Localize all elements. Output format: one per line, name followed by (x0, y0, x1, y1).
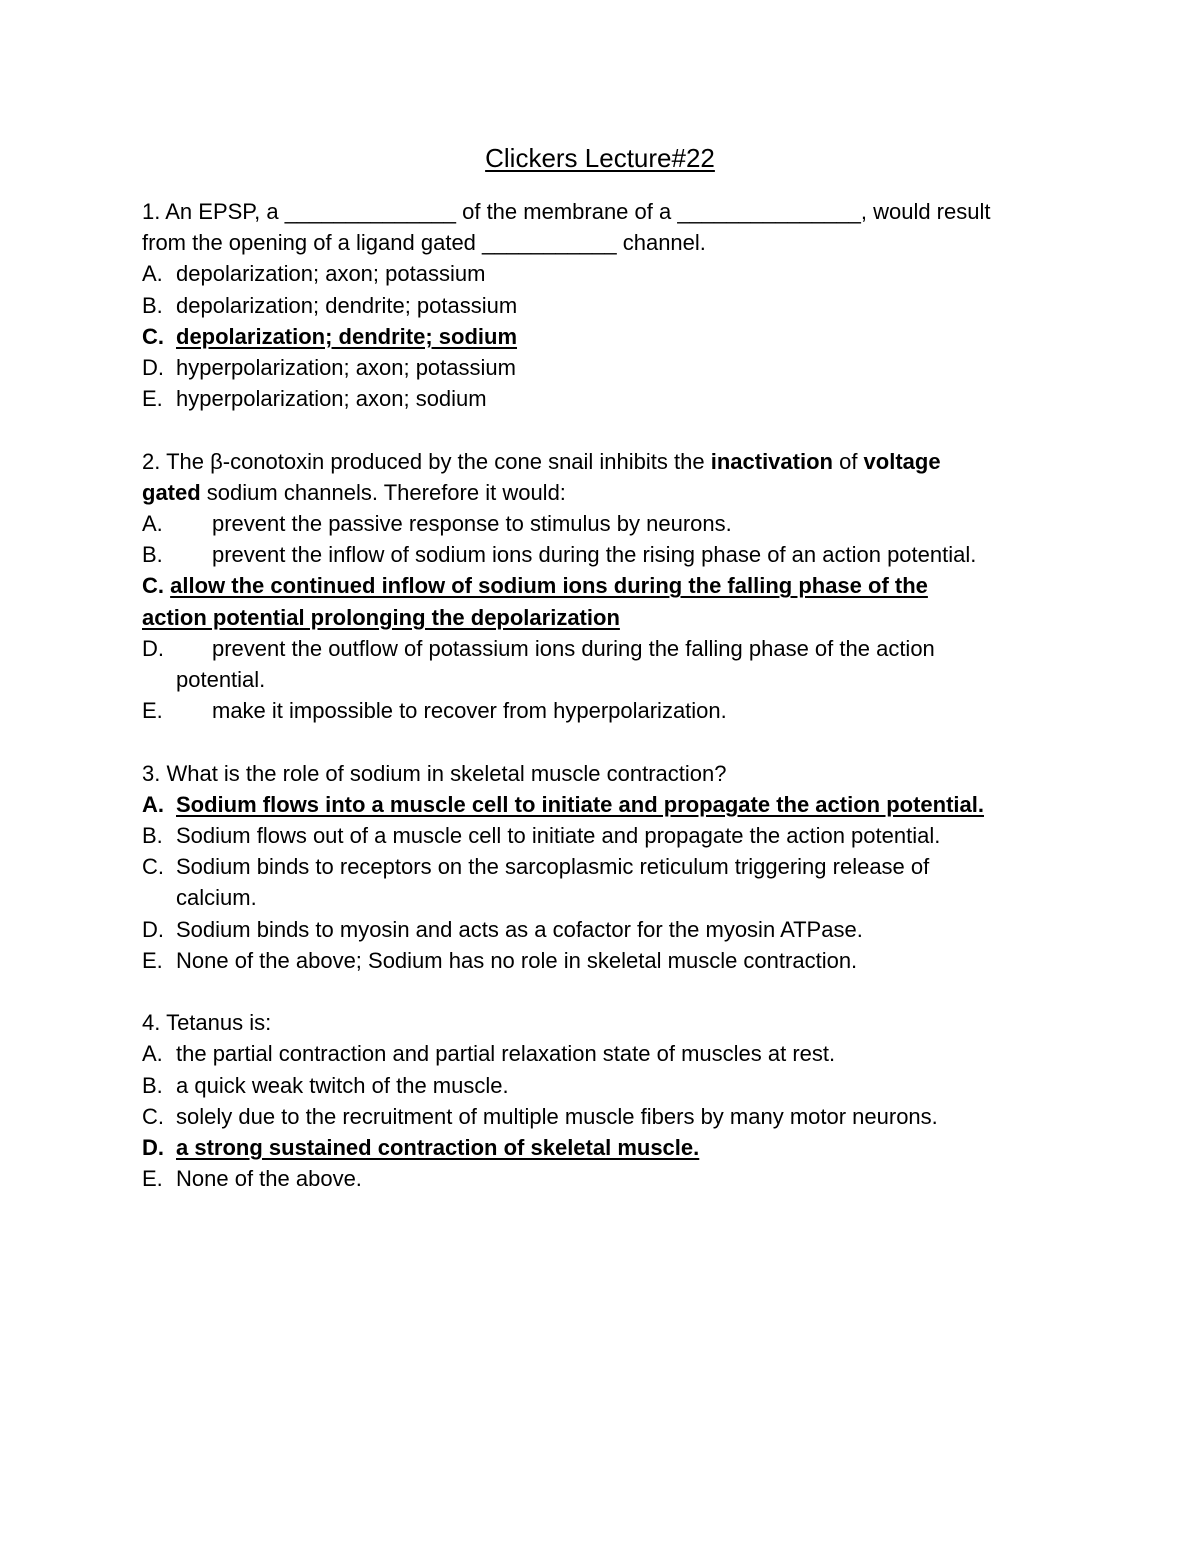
question-3-option-e (142, 945, 1082, 976)
option-letter: C. (142, 323, 164, 349)
question-2-option-e (142, 695, 1082, 726)
question-3-option-b (142, 820, 1082, 851)
option-letter: C. (142, 854, 164, 880)
question-4-stem: 4. Tetanus is: (142, 1010, 272, 1036)
option-letter: B. (142, 542, 163, 568)
option-text: depolarization; axon; potassium (176, 261, 486, 287)
stem-text: sodium channels. Therefore it would: (200, 479, 566, 505)
question-1-option-b (142, 290, 1082, 321)
question-1-stem-line-1: 1. An EPSP, a ______________ of the membrane of a _______________, would result (142, 199, 991, 224)
question-1-option-c-correct (142, 321, 1082, 352)
option-letter: A. (142, 791, 164, 817)
option-letter: E. (142, 947, 163, 973)
option-letter: D. (142, 916, 164, 942)
spacer (142, 726, 1082, 757)
document-title: Clickers Lecture#22 (485, 143, 715, 173)
question-4-option-b (142, 1070, 1082, 1101)
question-3-option-c (142, 851, 1082, 913)
question-3-option-d (142, 914, 1082, 945)
question-1-option-d (142, 352, 1082, 383)
option-letter: C. (142, 573, 164, 599)
option-line-1 (142, 570, 1082, 601)
question-3-option-a-correct (142, 789, 1082, 820)
option-letter: A. (142, 261, 163, 287)
question-4 (142, 1007, 1082, 1194)
option-text: Sodium binds to myosin and acts as a cofactor for the myosin ATPase. (176, 916, 863, 942)
spacer (142, 414, 1082, 445)
option-letter: E. (142, 1166, 163, 1192)
question-2-stem-line-2 (142, 477, 1082, 508)
option-letter: D. (142, 1135, 164, 1161)
question-1-stem-line-2: from the opening of a ligand gated ___________ channel. (142, 230, 706, 256)
question-4-option-e (142, 1163, 1082, 1194)
option-letter: A. (142, 511, 163, 537)
question-1-option-e (142, 383, 1082, 414)
option-letter: B. (142, 823, 163, 849)
option-text: prevent the outflow of potassium ions during the falling phase of the action (212, 635, 935, 661)
question-2 (142, 446, 1082, 727)
question-4-option-d-correct (142, 1132, 1082, 1163)
option-text: None of the above; Sodium has no role in skeletal muscle contraction. (176, 947, 858, 973)
option-text-continued: calcium. (176, 885, 257, 911)
option-text: Sodium flows out of a muscle cell to initiate and propagate the action potential. (176, 823, 941, 849)
question-3-stem: 3. What is the role of sodium in skeletal muscle contraction? (142, 760, 727, 786)
stem-text: 2. The β-conotoxin produced by the cone snail inhibits the (142, 448, 711, 474)
option-text-continued: potential. (176, 667, 266, 693)
question-4-option-a (142, 1038, 1082, 1069)
document-body (142, 196, 1082, 1194)
option-letter: C. (142, 1103, 164, 1129)
option-text: depolarization; dendrite; sodium (176, 323, 518, 349)
option-letter: E. (142, 698, 163, 724)
option-text: depolarization; dendrite; potassium (176, 292, 518, 318)
option-text: a strong sustained contraction of skeletal muscle. (176, 1135, 700, 1161)
question-1 (142, 196, 1082, 414)
stem-bold-gated: gated (142, 479, 201, 505)
option-letter: D. (142, 635, 164, 661)
option-text: prevent the inflow of sodium ions during the rising phase of an action potential. (212, 542, 977, 568)
stem-bold-voltage: voltage (863, 448, 941, 474)
stem-bold-inactivation: inactivation (710, 448, 833, 474)
question-1-option-a (142, 258, 1082, 289)
option-text: allow the continued inflow of sodium ions during the falling phase of the (170, 573, 928, 599)
option-text: make it impossible to recover from hyperpolarization. (212, 698, 727, 724)
option-text: Sodium flows into a muscle cell to initiate and propagate the action potential. (176, 791, 984, 817)
question-3 (142, 758, 1082, 976)
question-2-option-b (142, 539, 1082, 570)
option-text: a quick weak twitch of the muscle. (176, 1072, 509, 1098)
option-text: Sodium binds to receptors on the sarcoplasmic reticulum triggering release of (176, 854, 930, 880)
option-line-2 (142, 602, 1082, 633)
option-text-continued: action potential prolonging the depolarization (142, 604, 620, 630)
option-text: hyperpolarization; axon; sodium (176, 386, 487, 412)
option-letter: B. (142, 1072, 163, 1098)
option-text: the partial contraction and partial relaxation state of muscles at rest. (176, 1041, 836, 1067)
spacer (142, 976, 1082, 1007)
option-text: solely due to the recruitment of multiple muscle fibers by many motor neurons. (176, 1103, 938, 1129)
option-letter: A. (142, 1041, 163, 1067)
stem-text: of (832, 448, 864, 474)
option-letter: B. (142, 292, 163, 318)
question-2-option-a (142, 508, 1082, 539)
option-letter: D. (142, 355, 164, 381)
option-text: hyperpolarization; axon; potassium (176, 355, 516, 381)
option-text: prevent the passive response to stimulus by neurons. (212, 511, 732, 537)
question-2-stem-line-1 (142, 446, 1082, 477)
question-4-option-c (142, 1101, 1082, 1132)
option-letter: E. (142, 386, 163, 412)
question-2-option-d (142, 633, 1082, 695)
option-text: None of the above. (176, 1166, 362, 1192)
question-2-option-c-correct (142, 570, 1082, 632)
